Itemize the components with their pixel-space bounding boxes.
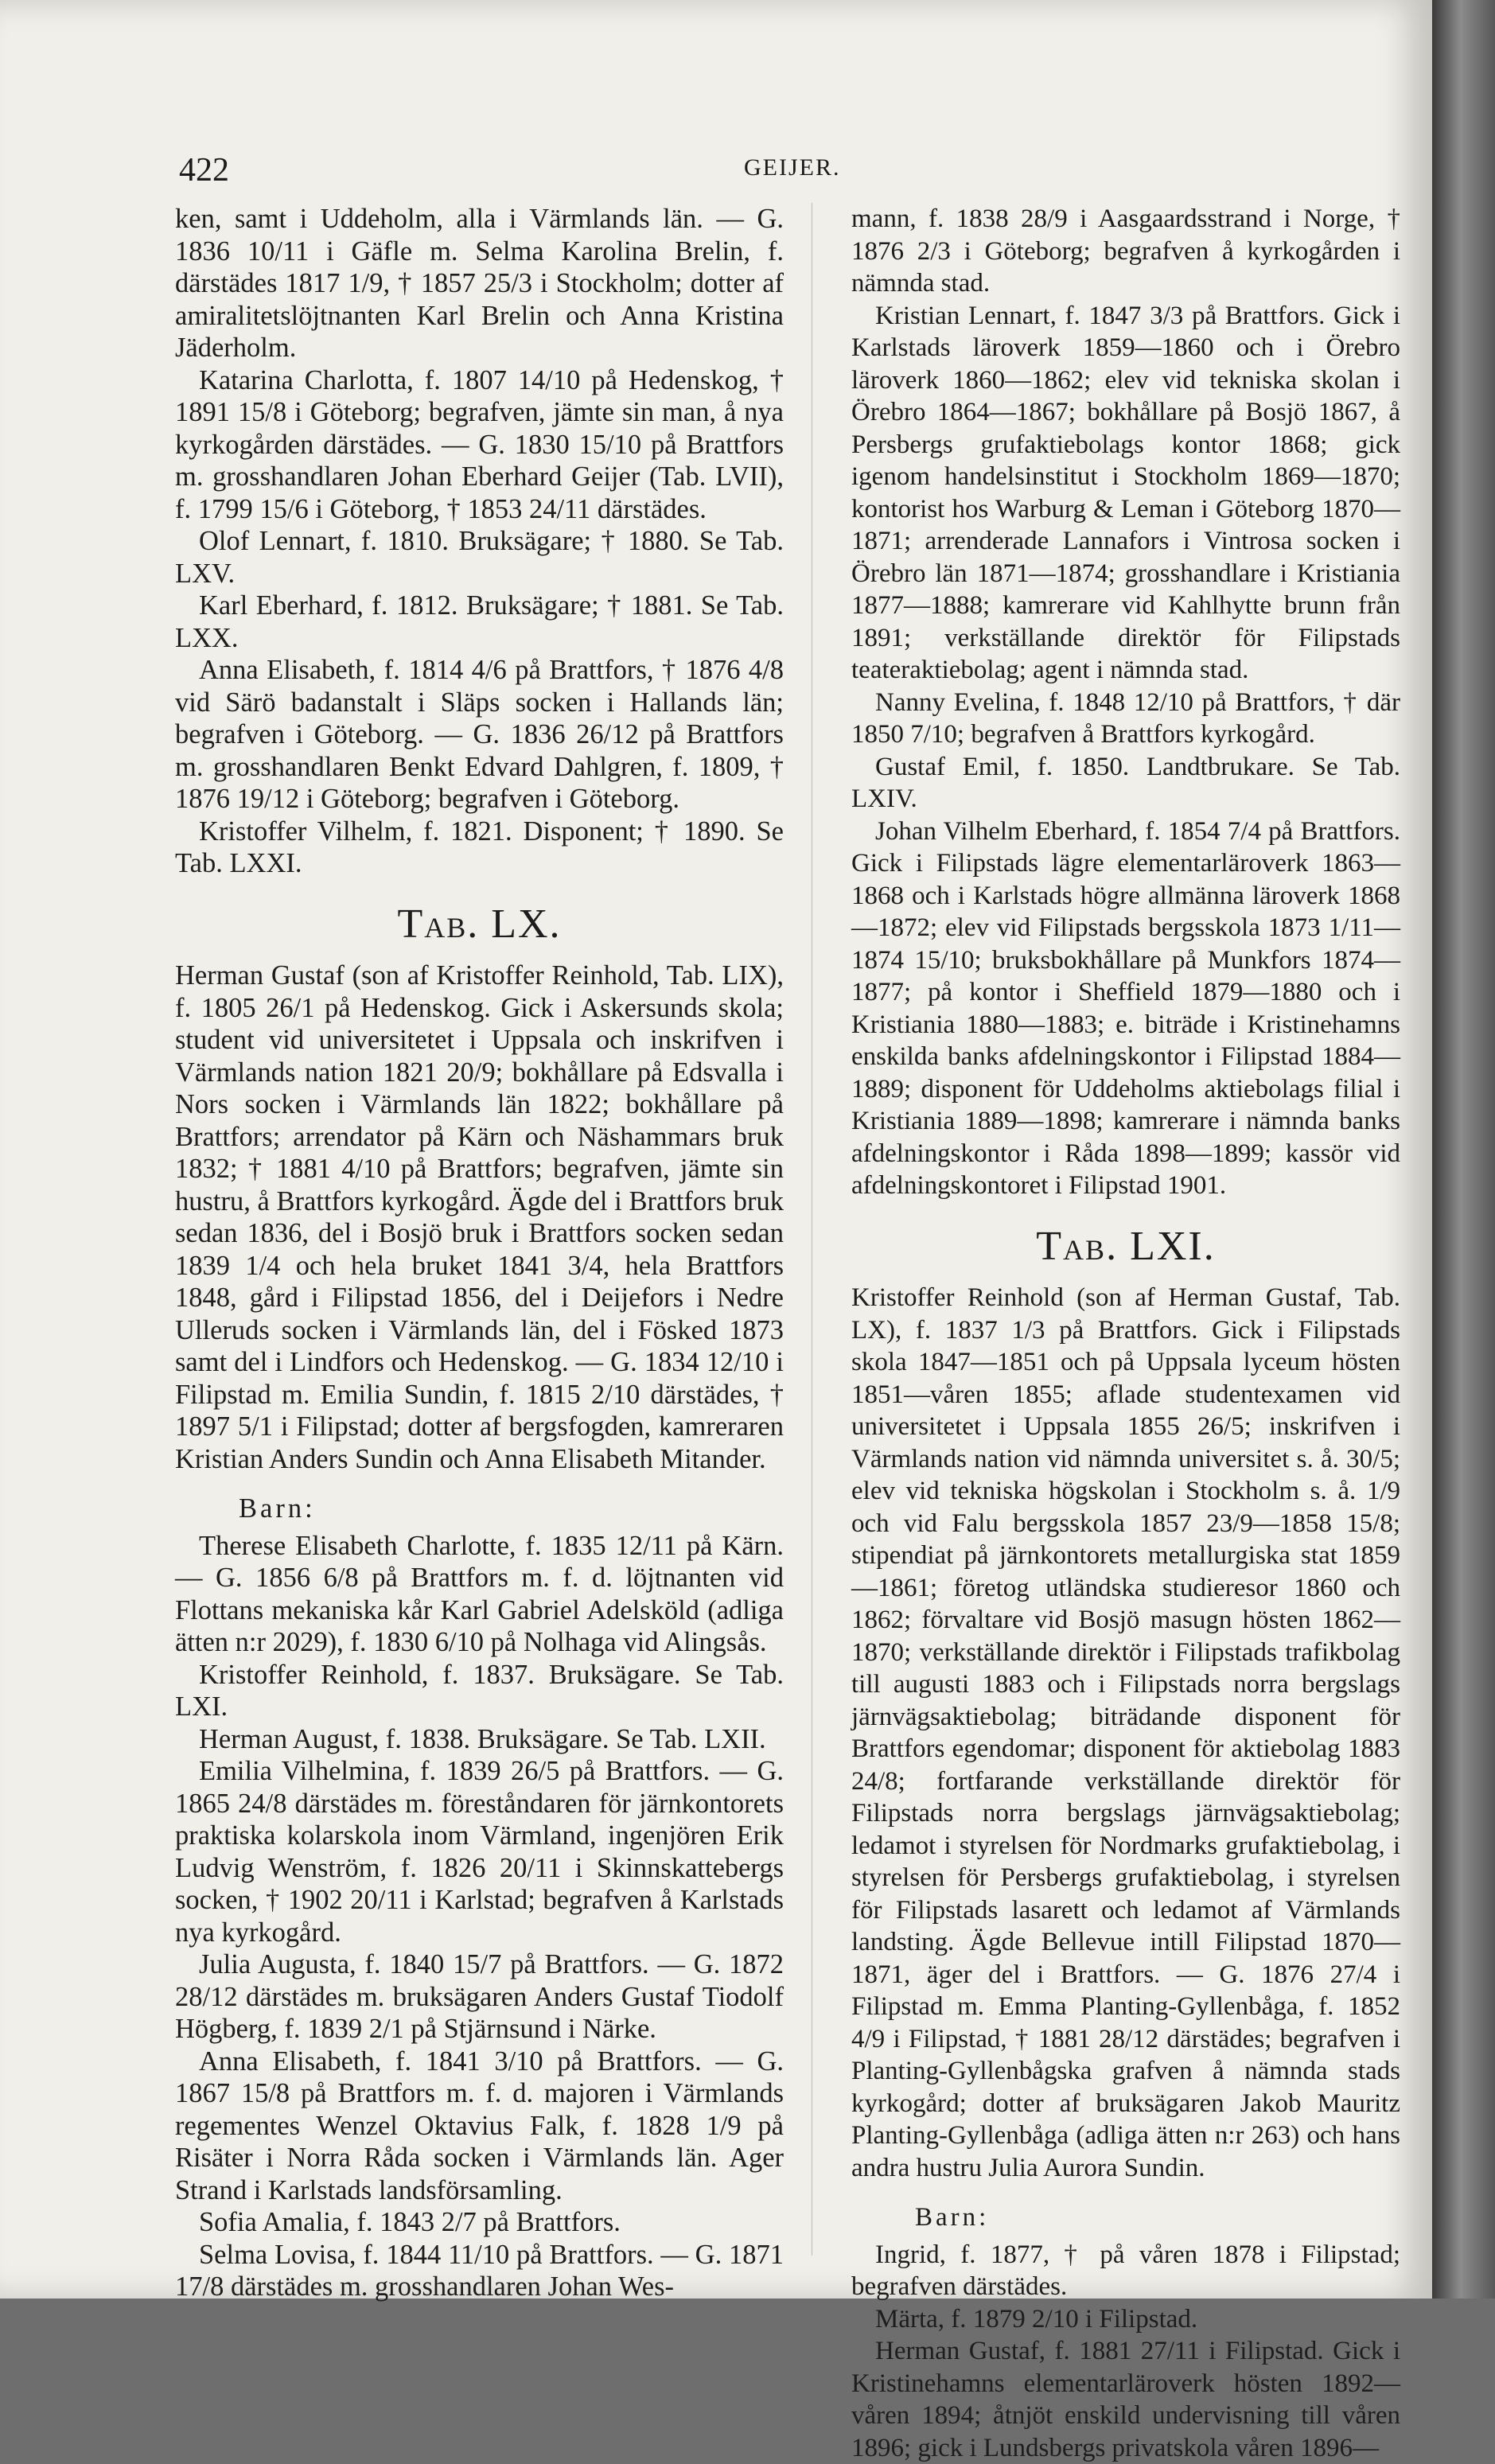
children-label: Barn: — [239, 1493, 316, 1524]
text-paragraph: Nanny Evelina, f. 1848 12/10 på Brattfors, † där 1850 7/10; begrafven å Brattfors kyrkogård. — [851, 687, 1400, 749]
text-paragraph: Sofia Amalia, f. 1843 2/7 på Brattfors. — [199, 2207, 621, 2237]
page-header — [179, 151, 1388, 191]
text-paragraph: ken, samt i Uddeholm, alla i Värmlands län. — G. 1836 10/11 i Gäfle m. Selma Karolina Brelin, f. därstädes 1817 1/9, † 1857 25/3 i Stockholm; dotter af amiralitetslöjtnanten Karl Brelin och Anna Kristina Jäderholm. — [175, 204, 784, 363]
section-heading: Tab. LX. — [397, 901, 562, 947]
book-spine — [1432, 0, 1495, 2299]
text-paragraph: Selma Lovisa, f. 1844 11/10 på Brattfors. — G. 1871 17/8 därstädes m. grosshandlaren Johan Wes- — [175, 2239, 784, 2302]
text-paragraph: Karl Eberhard, f. 1812. Bruksägare; † 1881. Se Tab. LXX. — [175, 590, 784, 653]
text-paragraph: Anna Elisabeth, f. 1841 3/10 på Brattfors. — G. 1867 15/8 på Brattfors m. f. d. majoren i Värmlands regementes Wenzel Oktavius Falk, f. 1828 1/9 på Risäter i Norra Råda socken i Värmlands län. Ager Strand i Karlstads landsförsamling. — [175, 2046, 784, 2205]
text-paragraph: Herman Gustaf (son af Kristoffer Reinhold, Tab. LIX), f. 1805 26/1 på Hedenskog. Gick i Askersunds skola; student vid universitetet i Uppsala och inskrifven i Värmlands nation 1821 20/9; bokhållare på Edsvalla i Nors socken i Värmlands län 1822; bokhållare på Brattfors; arrendator på Kärn och Näshammars bruk 1832; † 1881 4/10 på Brattfors; begrafven, jämte sin hustru, å Brattfors kyrkogård. Ägde del i Brattfors bruk sedan 1836, del i Bosjö bruk i Brattfors socken sedan 1839 1/4 och hela bruket 1841 3/4, hela Brattfors 1848, gård i Filipstad 1856, del i Deijefors i Nedre Ulleruds socken i Värmlands län, del i Fösked 1873 samt del i Lindfors och Hedenskog. — G. 1834 12/10 i Filipstad m. Emilia Sundin, f. 1815 2/10 därstädes, † 1897 5/1 i Filipstad; dotter af bergsfogden, kamreraren Kristian Anders Sundin och Anna Elisabeth Mitander. — [175, 960, 784, 1474]
text-paragraph: Kristoffer Vilhelm, f. 1821. Disponent; † 1890. Se Tab. LXXI. — [175, 815, 784, 878]
text-paragraph: Gustaf Emil, f. 1850. Landtbrukare. Se Tab. LXIV. — [851, 752, 1400, 813]
text-paragraph: Emilia Vilhelmina, f. 1839 26/5 på Brattfors. — G. 1865 24/8 därstädes m. föreståndaren för järnkontorets praktiska kolarskola inom Värmland, ingenjören Erik Ludvig Wenström, f. 1826 20/11 i Skinnskattebergs socken, † 1902 20/11 i Karlstad; begrafven å Karlstads nya kyrkogård. — [175, 1756, 784, 1948]
text-paragraph: Märta, f. 1879 2/10 i Filipstad. — [875, 2304, 1198, 2334]
section-heading: Tab. LXI. — [1036, 1223, 1216, 1269]
text-paragraph: Kristian Lennart, f. 1847 3/3 på Brattfors. Gick i Karlstads läroverk 1859—1860 och i Örebro läroverk 1860—1862; elev vid tekniska skolan i Örebro 1864—1867; bokhållare på Bosjö 1867, å Persbergs grufaktiebolags kontor 1868; gick igenom handelsinstitut i Stockholm 1869—1870; kontorist hos Warburg & Leman i Göteborg 1870—1871; arrenderade Lannafors i Vintrosa socken i Örebro län 1871—1874; grosshandlare i Kristiania 1877—1888; kamrerare vid Kahlhytte brunn från 1891; verkställande direktör för Filipstads teateraktiebolag; agent i nämnda stad. — [851, 301, 1400, 684]
text-paragraph: mann, f. 1838 28/9 i Aasgaardsstrand i Norge, † 1876 2/3 i Göteborg; begrafven å kyrkogården i nämnda stad. — [851, 204, 1400, 298]
text-paragraph: Herman Gustaf, f. 1881 27/11 i Filipstad. Gick i Kristinehamns elementarläroverk hösten 1892—våren 1894; åtnjöt enskild undervisning till våren 1896; gick i Lundsbergs privatskola våren 1896— — [851, 2337, 1400, 2462]
text-paragraph: Kristoffer Reinhold (son af Herman Gustaf, Tab. LX), f. 1837 1/3 på Brattfors. Gick i Filipstads skola 1847—1851 och på Uppsala lyceum hösten 1851—våren 1855; aflade studentexamen vid universitetet i Uppsala 1855 26/5; inskrifven i Värmlands nation vid nämnda universitet s. å. 30/5; elev vid tekniska högskolan i Stockholm s. å. 1/9 och vid Falu bergsskola 1857 23/9—1858 15/8; stipendiat på järnkontorets metallurgiska stat 1859—1861; företog utländska studieresor 1860 och 1862; förvaltare vid Bosjö masugn hösten 1862—1870; verkställande direktör i Filipstads trafikbolag till augusti 1883 och i Filipstads norra bergslags järnvägsaktiebolag; biträdande disponent för Brattfors egendomar; disponent för aktiebolag 1883 24/8; fortfarande verkställande direktör för Filipstads norra bergslags järnvägsaktiebolag; ledamot i styrelsen för Nordmarks grufaktiebolag, i styrelsen för Persbergs grufaktiebolag, i styrelsen för Filipstads lasarett och ledamot af Värmlands landsting. Ägde Bellevue intill Filipstad 1870—1871, äger del i Brattfors. — G. 1876 27/4 i Filipstad m. Emma Planting-Gyllenbåga, f. 1852 4/9 i Filipstad, † 1881 28/12 därstädes; begrafven i Planting-Gyllenbågska grafven å nämnda stads kyrkogård; dotter af bruksägaren Jakob Mauritz Planting-Gyllenbåga (adliga ätten n:r 263) och hans andra hustru Julia Aurora Sundin. — [851, 1283, 1400, 2182]
running-head: GEIJER. — [744, 154, 841, 181]
text-paragraph: Johan Vilhelm Eberhard, f. 1854 7/4 på Brattfors. Gick i Filipstads lägre elementarläroverk 1863—1868 och i Karlstads högre allmänna läroverk 1868—1872; elev vid Filipstads bergsskola 1873 1/11—1874 15/10; bruksbokhållare på Munkfors 1874—1877; på kontor i Sheffield 1879—1880 och i Kristiania 1880—1883; e. biträde i Kristinehamns enskilda banks afdelningskontor i Filipstad 1884—1889; disponent för Uddeholms aktiebolags filial i Kristiania 1889—1898; kamrerare i nämnda banks afdelningskontor i Råda 1898—1899; kassör vid afdelningskontoret i Filipstad 1901. — [851, 816, 1400, 1200]
right-column — [851, 203, 1400, 2464]
page-number: 422 — [179, 152, 229, 189]
text-paragraph: Julia Augusta, f. 1840 15/7 på Brattfors. — G. 1872 28/12 därstädes m. bruksägaren Anders Gustaf Tiodolf Högberg, f. 1839 2/1 på Stjärnsund i Närke. — [175, 1949, 784, 2044]
text-paragraph: Ingrid, f. 1877, † på våren 1878 i Filipstad; begrafven därstädes. — [851, 2240, 1400, 2301]
text-paragraph: Anna Elisabeth, f. 1814 4/6 på Brattfors, † 1876 4/8 vid Särö badanstalt i Släps socken i Hallands län; begrafven i Göteborg. — G. 1836 26/12 på Brattfors m. grosshandlaren Benkt Edvard Dahlgren, f. 1809, † 1876 19/12 i Göteborg; begrafven i Göteborg. — [175, 655, 784, 814]
text-paragraph: Olof Lennart, f. 1810. Bruksägare; † 1880. Se Tab. LXV. — [175, 526, 784, 589]
text-paragraph: Kristoffer Reinhold, f. 1837. Bruksägare. Se Tab. LXI. — [175, 1659, 784, 1722]
children-label: Barn: — [915, 2203, 990, 2232]
text-paragraph: Herman August, f. 1838. Bruksägare. Se Tab. LXII. — [199, 1723, 766, 1754]
text-paragraph: Therese Elisabeth Charlotte, f. 1835 12/11 på Kärn. — G. 1856 6/8 på Brattfors m. f. d. löjtnanten vid Flottans mekaniska kår Karl Gabriel Adelsköld (adliga ätten n:r 2029), f. 1830 6/10 på Nolhaga vid Alingsås. — [175, 1530, 784, 1657]
left-column — [175, 203, 784, 2303]
text-paragraph: Katarina Charlotta, f. 1807 14/10 på Hedenskog, † 1891 15/8 i Göteborg; begrafven, jämte sin man, å nya kyrkogården därstädes. — G. 1830 15/10 på Brattfors m. grosshandlaren Johan Eberhard Geijer (Tab. LVII), f. 1799 15/6 i Göteborg, † 1853 24/11 därstädes. — [175, 364, 784, 524]
